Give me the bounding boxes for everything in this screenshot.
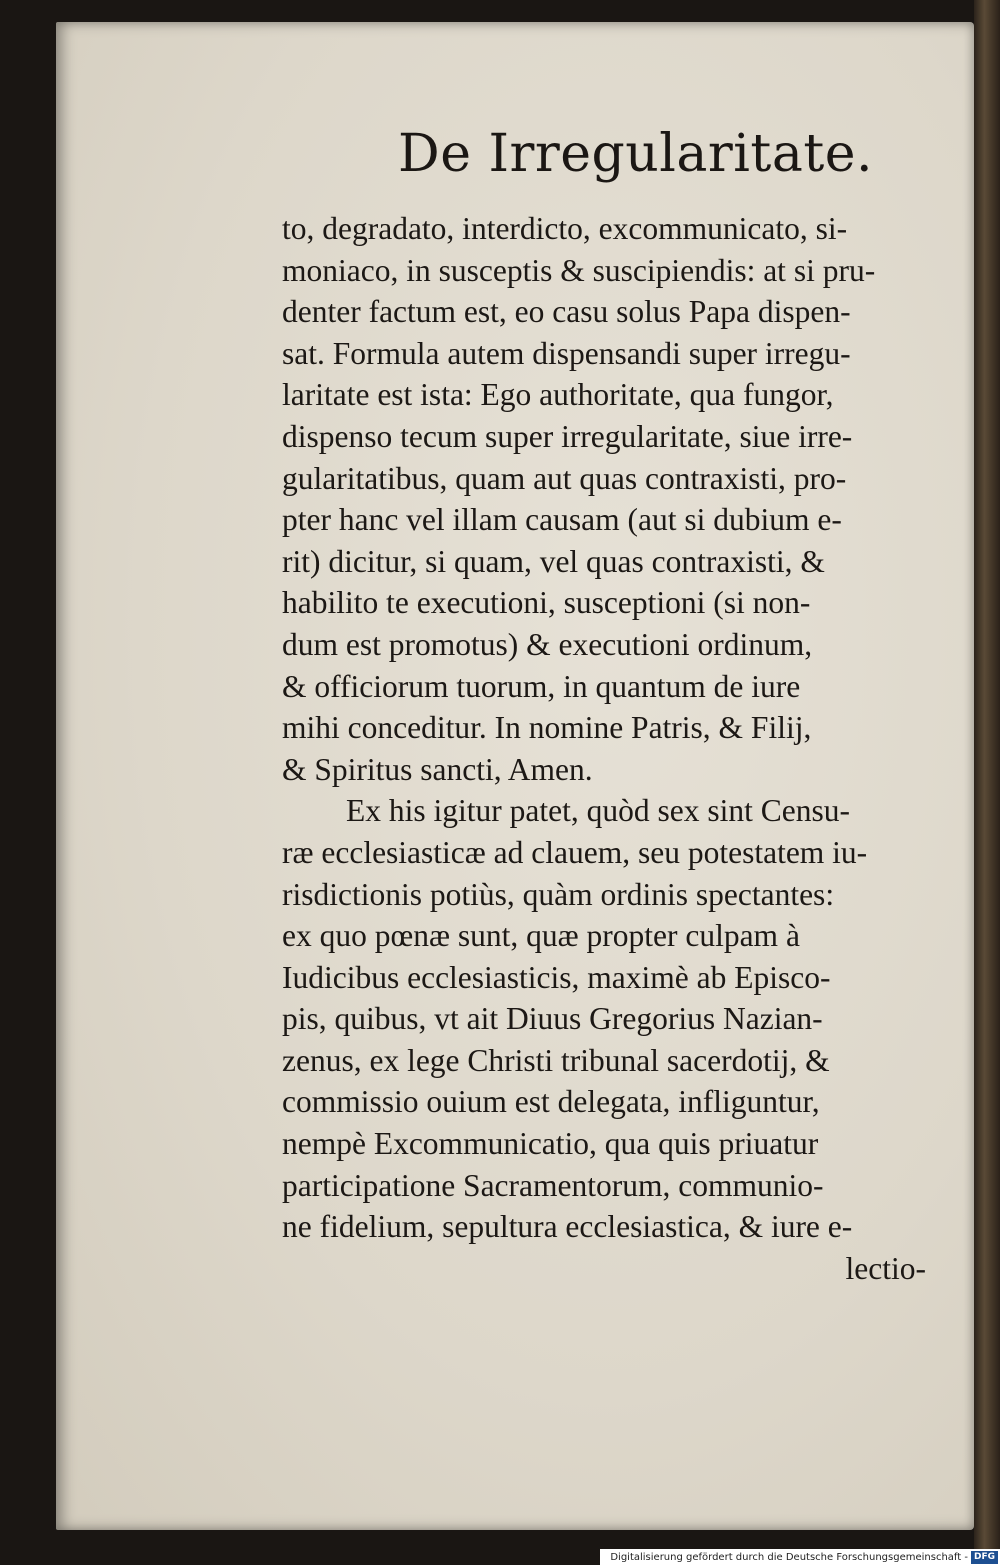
body-text [282,208,932,1289]
text-line: pter hanc vel illam causam (aut si dubium e- [282,502,842,538]
dfg-logo: DFG [971,1551,998,1564]
text-line: ne fidelium, sepultura ecclesiastica, & iure e- [282,1209,853,1245]
text-line: Iudicibus ecclesiasticis, maximè ab Episco- [282,959,831,995]
book-edge [974,0,1000,1565]
text-line: dispenso tecum super irregularitate, siue irre- [282,418,853,454]
text-line: participatione Sacramentorum, communio- [282,1167,824,1203]
digitization-credit [600,1549,1000,1565]
catchword: lectio- [845,1250,926,1286]
text-line: denter factum est, eo casu solus Papa dispen- [282,294,851,330]
text-line: sat. Formula autem dispensandi super irregu- [282,335,851,371]
text-line: & Spiritus sancti, Amen. [282,751,593,787]
text-line: laritate est ista: Ego authoritate, qua fungor, [282,377,834,413]
text-line: rit) dicitur, si quam, vel quas contraxisti, & [282,543,825,579]
text-line: pis, quibus, vt ait Diuus Gregorius Nazian- [282,1001,823,1037]
text-line: mihi conceditur. In nomine Patris, & Filij, [282,710,812,746]
text-line: ræ ecclesiasticæ ad clauem, seu potestatem iu- [282,834,868,870]
text-line: ex quo pœnæ sunt, quæ propter culpam à [282,918,800,954]
text-line: zenus, ex lege Christi tribunal sacerdotij, & [282,1042,830,1078]
text-line: dum est promotus) & executioni ordinum, [282,626,813,662]
running-head: De Irregularitate. [398,124,874,184]
credit-text: Digitalisierung gefördert durch die Deutsche Forschungsgemeinschaft - [610,1551,968,1563]
text-line: nempè Excommunicatio, qua quis priuatur [282,1126,819,1162]
text-line: moniaco, in susceptis & suscipiendis: at si pru- [282,252,876,288]
text-line: risdictionis potiùs, quàm ordinis spectantes: [282,876,835,912]
text-line: commissio ouium est delegata, infliguntur, [282,1084,820,1120]
text-line: habilito te executioni, susceptioni (si non- [282,585,811,621]
text-line-paragraph-start: Ex his igitur patet, quòd sex sint Censu- [346,793,850,829]
text-line: to, degradato, interdicto, excommunicato, si- [282,211,848,246]
text-line: & officiorum tuorum, in quantum de iure [282,668,801,704]
text-line: gularitatibus, quam aut quas contraxisti, pro- [282,460,847,496]
